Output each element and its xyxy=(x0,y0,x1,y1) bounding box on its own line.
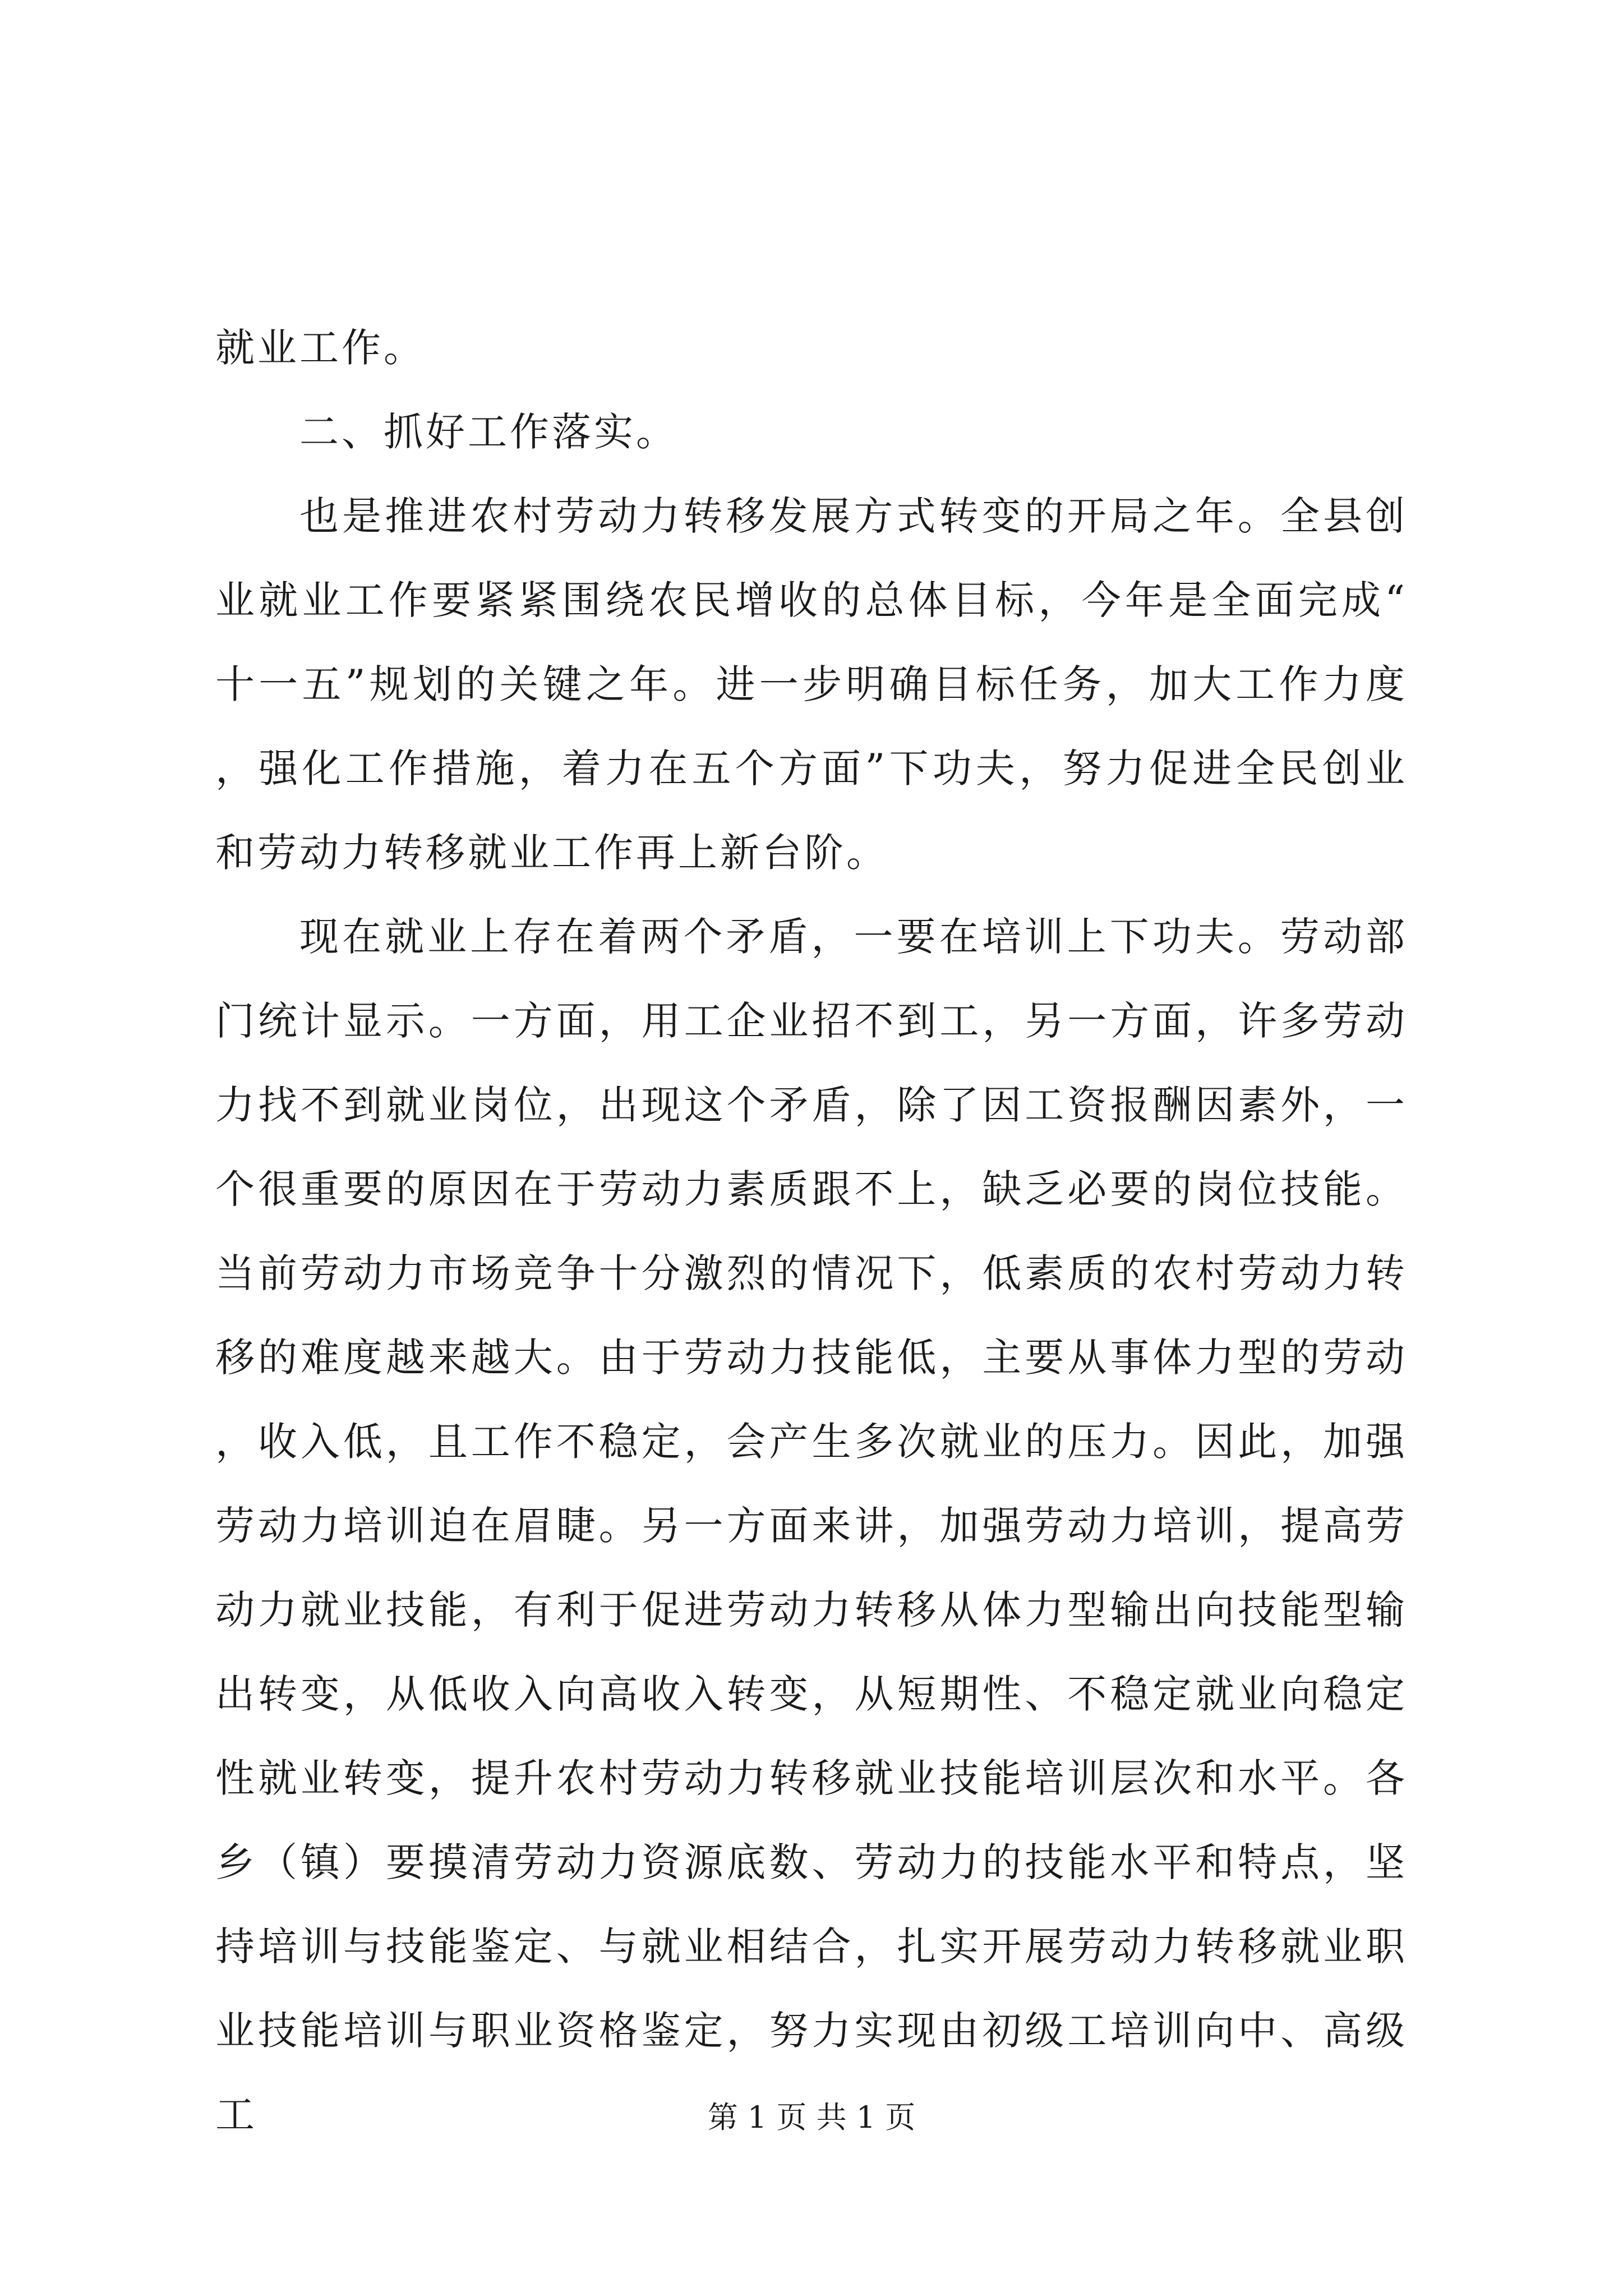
paragraph-training: 现在就业上存在着两个矛盾，一要在培训上下功夫。劳动部门统计显示。一方面，用工企业招不到工，另一方面，许多劳动力找不到就业岗位，出现这个矛盾，除了因工资报酬因素外，一个很重要的原因在于劳动力素质跟不上，缺乏必要的岗位技能。当前劳动力市场竞争十分激烈的情况下，低素质的农村劳动力转移的难度越来越大。由于劳动力技能低，主要从事体力型的劳动，收入低，且工作不稳定，会产生多次就业的压力。因此，加强劳动力培训迫在眉睫。另一方面来讲，加强劳动力培训，提高劳动力就业技能，有利于促进劳动力转移从体力型输出向技能型输出转变，从低收入向高收入转变，从短期性、不稳定就业向稳定性就业转变，提升农村劳动力转移就业技能培训层次和水平。各乡（镇）要摸清劳动力资源底数、劳动力的技能水平和特点，坚持培训与技能鉴定、与就业相结合，扎实开展劳动力转移就业职业技能培训与职业资格鉴定，努力实现由初级工培训向中、高级工 xyxy=(215,914,1408,2138)
page-footer: 第 1 页 共 1 页 xyxy=(707,2100,916,2135)
section-heading: 二、抓好工作落实。 xyxy=(299,409,678,455)
paragraph-overview: 也是推进农村劳动力转移发展方式转变的开局之年。全县创业就业工作要紧紧围绕农民增收的总体目标，今年是全面完成“十一五”规划的关键之年。进一步明确目标任务，加大工作力度，强化工作措施，着力在五个方面”下功夫，努力促进全民创业和劳动力转移就业工作再上新台阶。 xyxy=(215,493,1408,876)
paragraph-continuation: 就业工作。 xyxy=(215,325,426,371)
document-body xyxy=(215,306,1408,2157)
